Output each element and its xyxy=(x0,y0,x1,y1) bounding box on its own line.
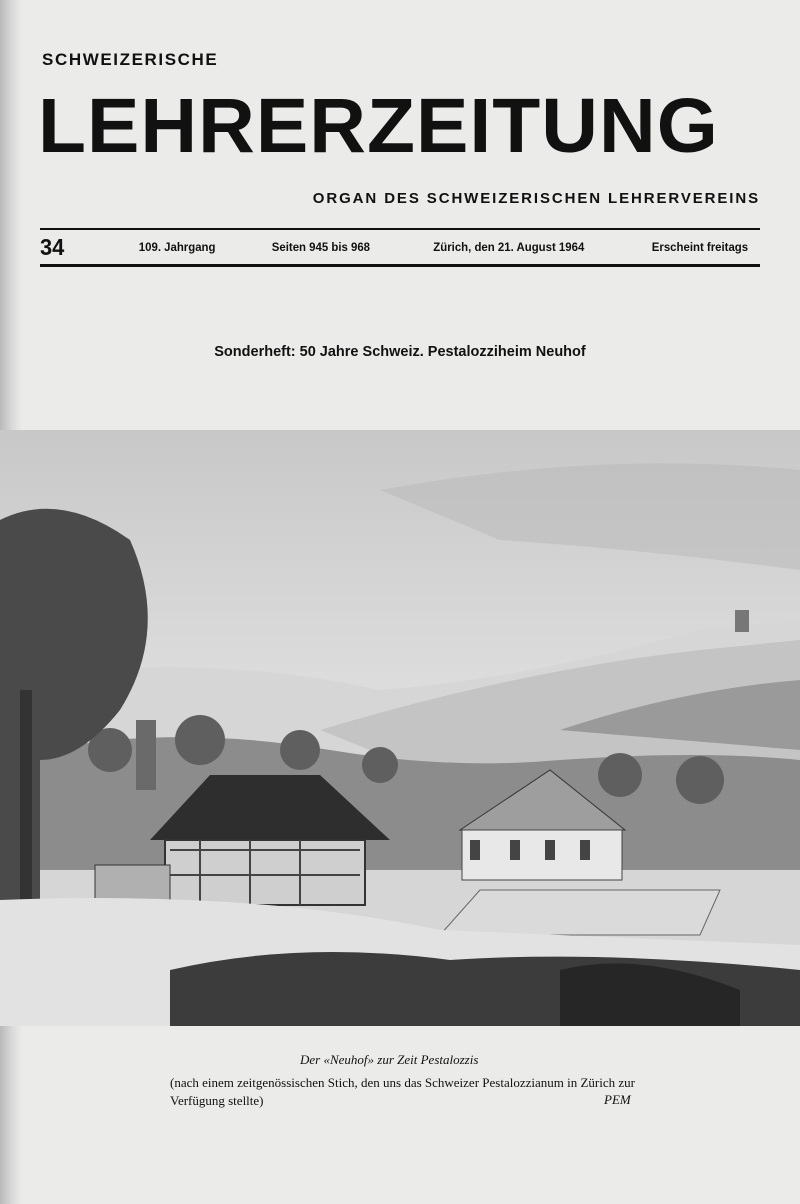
masthead-organ: ORGAN DES SCHWEIZERISCHEN LEHRERVEREINS xyxy=(312,190,760,207)
issue-info-bar xyxy=(40,232,762,262)
issue-frequency: Erscheint freitags xyxy=(651,240,749,254)
masthead-kicker: SCHWEIZERISCHE xyxy=(42,50,219,69)
caption-title: Der «Neuhof» zur Zeit Pestalozzis xyxy=(300,1052,479,1067)
divider xyxy=(40,228,760,230)
special-issue-title: Sonderheft: 50 Jahre Schweiz. Pestalozziheim Neuhof xyxy=(214,344,586,360)
issue-volume: 109. Jahrgang xyxy=(138,240,216,254)
caption-credit: PEM xyxy=(604,1092,631,1107)
divider xyxy=(40,264,760,267)
issue-pages: Seiten 945 bis 968 xyxy=(271,240,371,254)
neuhof-engraving xyxy=(0,430,800,1026)
masthead-title: LEHRERZEITUNG xyxy=(38,83,719,169)
caption-text: (nach einem zeitgenössischen Stich, den uns das Schweizer Pestalozzianum in Zürich zur Verfügung stellte) xyxy=(170,1075,635,1108)
issue-date: Zürich, den 21. August 1964 xyxy=(433,240,585,254)
issue-number: 34 xyxy=(40,233,65,260)
